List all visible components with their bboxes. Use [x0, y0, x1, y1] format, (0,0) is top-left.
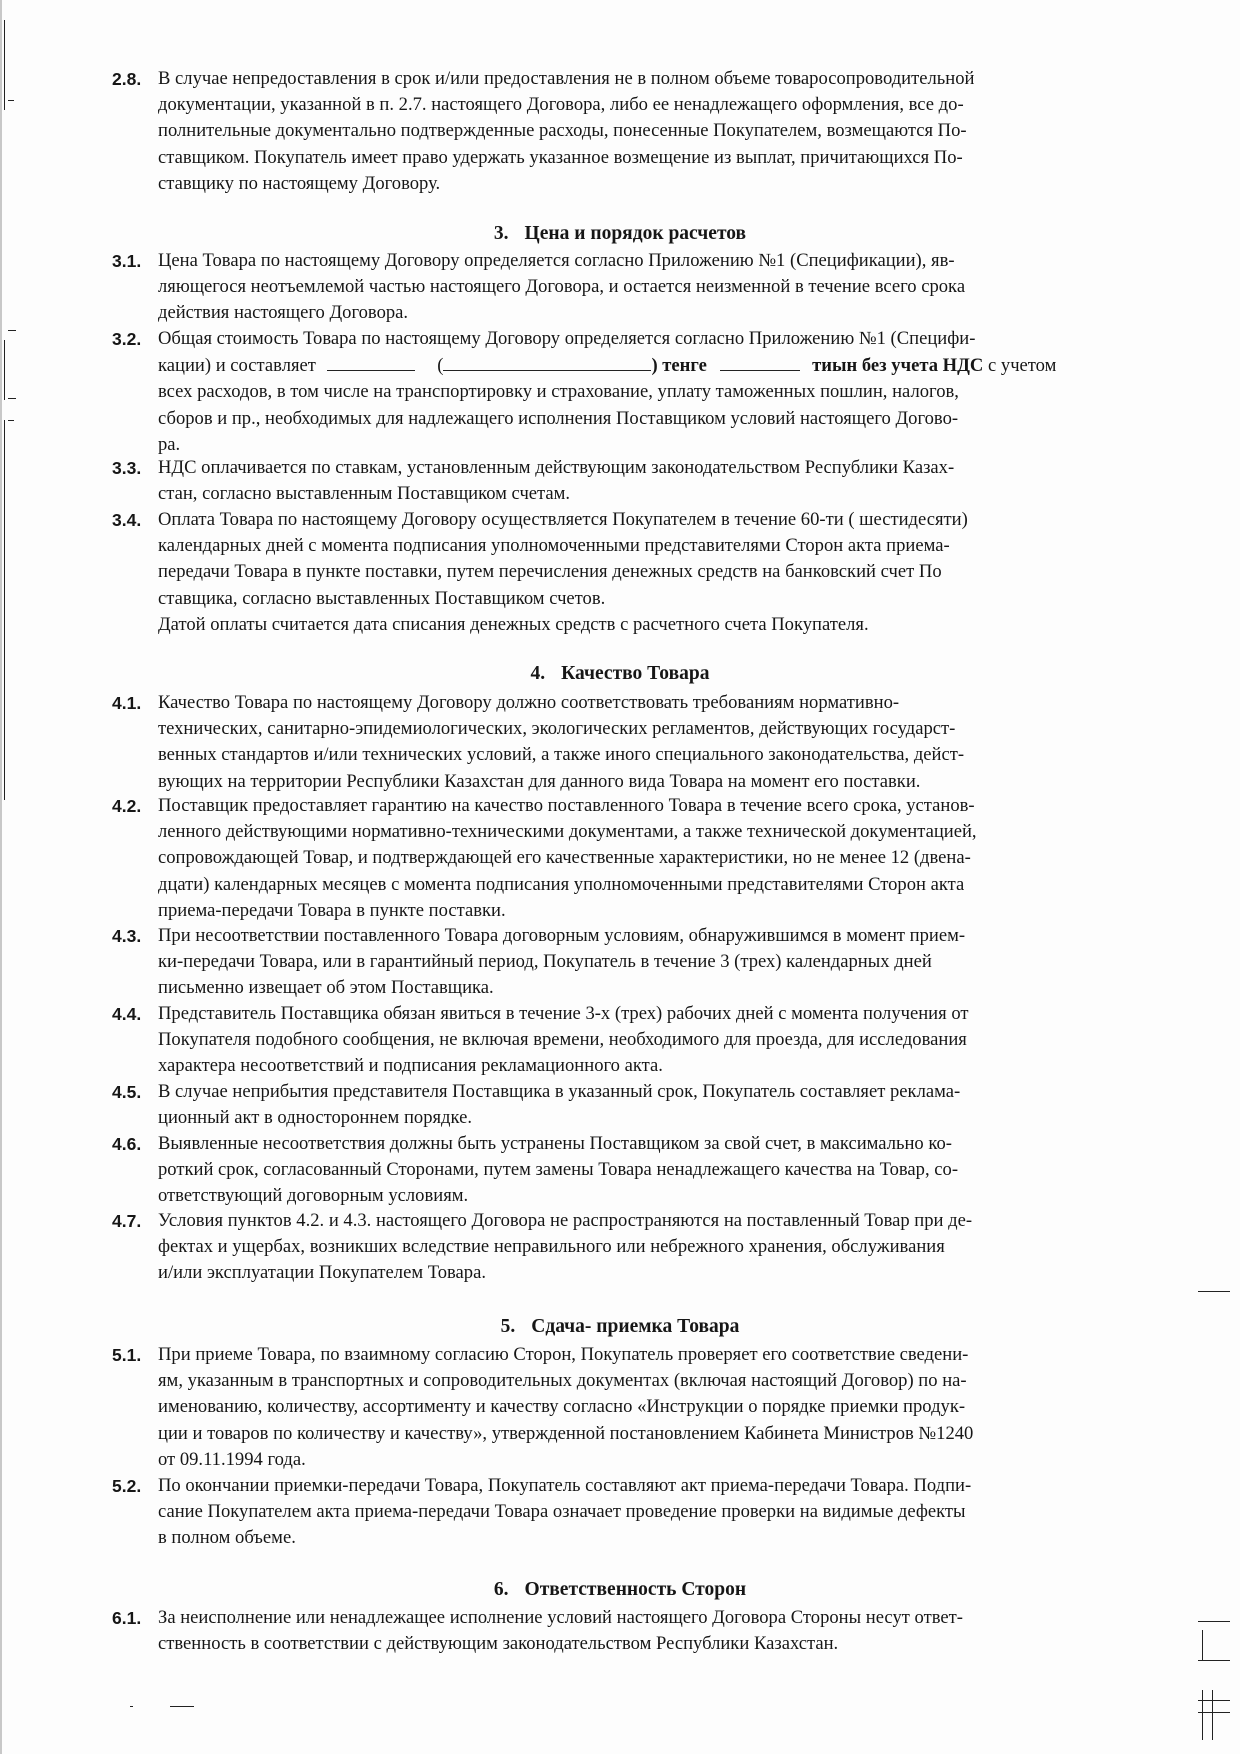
clause-3-1 — [112, 248, 1150, 327]
clause-number: 2.8. — [112, 69, 142, 89]
clause-4-1 — [112, 690, 1150, 795]
text-line: ственность в соответствии с действующим законодательством Республики Казахстан. — [158, 1633, 839, 1655]
text-line: Качество Товара по настоящему Договору должно соответствовать требованиям нормативно- — [158, 692, 900, 713]
text-line: ставщика, согласно выставленных Поставщиком счетов. — [158, 587, 606, 609]
clause-5-2 — [112, 1473, 1150, 1552]
text-line: Оплата Товара по настоящему Договору осуществляется Покупателем в течение 60-ти ( шестидесяти) — [158, 509, 968, 530]
text-line: венных стандартов и/или технических условий, а также иного специального законодательства, дейст- — [158, 744, 965, 766]
text-line: В случае непредоставления в срок и/или предоставления не в полном объеме товаросопроводительной — [158, 68, 975, 89]
text-line: ки-передачи Товара, или в гарантийный период, Покупатель в течение 3 (трех) календарных дней — [158, 951, 932, 973]
clause-number: 4.4. — [112, 1004, 142, 1024]
clause-4-2 — [112, 793, 1150, 924]
text-line: По окончании приемки-передачи Товара, Покупатель составляют акт приема-передачи Товара. Подпи- — [158, 1475, 972, 1496]
clause-6-1 — [112, 1605, 1150, 1657]
clause-number: 6.1. — [112, 1608, 142, 1628]
amount-words-blank — [443, 352, 651, 371]
clause-3-2 — [112, 326, 1150, 458]
text-line: ставщиком. Покупатель имеет право удержать указанное возмещение из выплат, причитающихся По- — [158, 146, 963, 168]
text-fragment: с учетом — [988, 355, 1057, 377]
bottom-mark — [130, 1706, 133, 1707]
clause-number: 5.2. — [112, 1476, 142, 1496]
clause-text — [158, 923, 1150, 1002]
text-line: Цена Товара по настоящему Договору определяется согласно Приложению №1 (Спецификации), яв- — [158, 250, 955, 271]
text-line: При приеме Товара, по взаимному согласию Сторон, Покупатель проверяет его соответствие сведени- — [158, 1344, 969, 1365]
clause-text — [158, 1208, 1150, 1287]
text-line: технических, санитарно-эпидемиологических, экологических регламентов, действующих государст- — [158, 718, 956, 740]
margin-tick — [1198, 1621, 1230, 1622]
clause-text — [158, 1001, 1150, 1080]
text-fragment: кации) и составляет — [158, 355, 316, 377]
section-title: Ответственность Сторон — [524, 1579, 747, 1600]
margin-tick — [8, 420, 14, 421]
margin-tick — [4, 420, 5, 800]
text-line: действия настоящего Договора. — [158, 302, 409, 324]
text-line: стан, согласно выставленным Поставщиком счетам. — [158, 483, 571, 505]
amount-line — [158, 352, 1150, 379]
clause-number: 4.1. — [112, 693, 142, 713]
section-title: Качество Товара — [561, 663, 710, 684]
section-heading-3 — [0, 221, 1240, 247]
amount-blank — [327, 352, 415, 371]
clause-text — [158, 326, 1150, 458]
text-line: При несоответствии поставленного Товара договорным условиям, обнаружившимся в момент прием- — [158, 925, 966, 946]
text-line: характера несоответствий и подписания рекламационного акта. — [158, 1055, 663, 1077]
text-line: приема-передачи Товара в пункте поставки. — [158, 899, 506, 921]
text-line: ставщику по настоящему Договору. — [158, 172, 441, 194]
section-number: 4. — [530, 663, 546, 684]
clause-text — [158, 507, 1150, 638]
clause-text — [158, 793, 1150, 924]
clause-text — [158, 690, 1150, 795]
margin-tick — [4, 340, 5, 400]
text-line: Условия пунктов 4.2. и 4.3. настоящего Договора не распространяются на поставленный Товар при де- — [158, 1210, 973, 1231]
clause-number: 3.3. — [112, 458, 142, 478]
text-line: от 09.11.1994 года. — [158, 1448, 306, 1470]
clause-text — [158, 248, 1150, 327]
clause-number: 5.1. — [112, 1345, 142, 1365]
text-line: дцати) календарных месяцев с момента подписания уполномоченными представителями Сторон акта — [158, 873, 965, 895]
text-line: вующих на территории Республики Казахстан для данного вида Товара на момент его поставки. — [158, 770, 921, 792]
margin-tick — [1198, 1291, 1230, 1292]
text-line: календарных дней с момента подписания уполномоченными представителями Сторон акта приема- — [158, 535, 950, 557]
text-line: сопровождающей Товар, и подтверждающей его качественные характеристики, но не менее 12 (двена- — [158, 847, 971, 869]
clause-text — [158, 455, 1150, 507]
scan-edge-shadow — [0, 0, 2, 1754]
clause-number: 4.6. — [112, 1134, 142, 1154]
margin-tick — [8, 330, 16, 331]
clause-text — [158, 1342, 1150, 1473]
clause-4-6 — [112, 1131, 1150, 1210]
section-heading-5 — [0, 1314, 1240, 1340]
text-line: Выявленные несоответствия должны быть устранены Поставщиком за свой счет, в максимально ко- — [158, 1133, 952, 1154]
clause-text — [158, 1605, 1150, 1657]
text-fragment: ) тенге — [651, 355, 707, 377]
text-line: За неисполнение или ненадлежащее исполнение условий настоящего Договора Стороны несут ответ- — [158, 1607, 963, 1628]
margin-tick — [8, 100, 14, 101]
clause-4-7 — [112, 1208, 1150, 1287]
text-line: ям, указанным в транспортных и сопроводительных документах (включая настоящий Договор) по на- — [158, 1370, 967, 1392]
text-line: Датой оплаты считается дата списания денежных средств с расчетного счета Покупателя. — [158, 613, 869, 635]
clause-5-1 — [112, 1342, 1150, 1473]
text-line: фектах и ущербах, возникших вследствие неправильного или небрежного хранения, обслуживания — [158, 1236, 945, 1258]
section-title: Сдача- приемка Товара — [531, 1316, 740, 1337]
text-line: ции и товаров по количеству и качеству», утвержденной постановлением Кабинета Министров №1240 — [158, 1422, 974, 1444]
text-line: в полном объеме. — [158, 1527, 296, 1549]
section-number: 3. — [493, 223, 509, 244]
text-line: Покупателя подобного сообщения, не включая времени, необходимого для проезда, для исследования — [158, 1029, 967, 1051]
text-line: документации, указанной в п. 2.7. настоящего Договора, либо ее ненадлежащего оформления, все до- — [158, 94, 964, 116]
text-line: передачи Товара в пункте поставки, путем перечисления денежных средств на банковский счет По — [158, 561, 942, 583]
clause-text — [158, 1473, 1150, 1552]
text-line: роткий срок, согласованный Сторонами, путем замены Товара ненадлежащего качества на Товар, со- — [158, 1159, 959, 1181]
margin-tick — [1198, 1700, 1230, 1701]
section-heading-6 — [0, 1577, 1240, 1603]
text-line: ляющегося неотъемлемой частью настоящего Договора, и остается неизменной в течение всего срока — [158, 276, 966, 298]
clause-4-3 — [112, 923, 1150, 1002]
text-line: всех расходов, в том числе на транспортировку и страхование, уплату таможенных пошлин, налогов, — [158, 381, 959, 403]
margin-tick — [1198, 1660, 1230, 1661]
text-line: сание Покупателем акта приема-передачи Товара означает проведение проверки на видимые дефекты — [158, 1501, 966, 1523]
margin-tick — [8, 398, 16, 399]
clause-4-5 — [112, 1079, 1150, 1131]
text-line: именованию, количеству, ассортименту и качеству согласно «Инструкции о порядке приемки продук- — [158, 1396, 966, 1418]
text-line: Общая стоимость Товара по настоящему Договору определяется согласно Приложению №1 (Специфи- — [158, 328, 976, 349]
text-line: ционный акт в одностороннем порядке. — [158, 1107, 472, 1129]
section-number: 5. — [500, 1316, 516, 1337]
clause-text — [158, 66, 1150, 197]
text-line: Поставщик предоставляет гарантию на качество поставленного Товара в течение всего срока, установ- — [158, 795, 975, 816]
text-line: В случае неприбытия представителя Поставщика в указанный срок, Покупатель составляет реклама- — [158, 1081, 961, 1102]
clause-number: 3.4. — [112, 510, 142, 530]
section-heading-4 — [0, 661, 1240, 687]
text-line: НДС оплачивается по ставкам, установленным действующим законодательством Республики Казах- — [158, 457, 955, 478]
section-number: 6. — [493, 1579, 509, 1600]
clause-number: 4.3. — [112, 926, 142, 946]
text-fragment: тиын без учета НДС — [812, 355, 984, 377]
text-line: ра. — [158, 433, 181, 455]
margin-tick — [1198, 1712, 1230, 1713]
bottom-mark — [170, 1706, 194, 1707]
margin-tick — [1202, 1690, 1203, 1740]
clause-number: 3.2. — [112, 329, 142, 349]
clause-number: 4.5. — [112, 1082, 142, 1102]
clause-text — [158, 1131, 1150, 1210]
text-fragment: ( — [437, 355, 444, 377]
text-line: сборов и пр., необходимых для надлежащего исполнения Поставщиком условий настоящего Догово- — [158, 407, 959, 429]
text-line: и/или эксплуатации Покупателем Товара. — [158, 1262, 486, 1284]
text-line: полнительные документально подтвержденные расходы, понесенные Покупателем, возмещаются По- — [158, 120, 967, 142]
clause-3-4 — [112, 507, 1150, 638]
text-line: Представитель Поставщика обязан явиться в течение 3-х (трех) рабочих дней с момента получения от — [158, 1003, 969, 1024]
clause-2-8 — [112, 66, 1150, 197]
clause-3-3 — [112, 455, 1150, 507]
margin-tick — [4, 20, 5, 110]
text-line: ответствующий договорным условиям. — [158, 1185, 469, 1207]
text-line: ленного действующими нормативно-техническими документами, а также технической документацией, — [158, 821, 977, 843]
margin-tick — [1202, 1630, 1203, 1660]
text-line: письменно извещает об этом Поставщика. — [158, 977, 494, 999]
tiyn-blank — [720, 352, 800, 371]
clause-number: 4.7. — [112, 1211, 142, 1231]
clause-number: 4.2. — [112, 796, 142, 816]
clause-number: 3.1. — [112, 251, 142, 271]
section-title: Цена и порядок расчетов — [524, 223, 747, 244]
clause-text — [158, 1079, 1150, 1131]
clause-4-4 — [112, 1001, 1150, 1080]
margin-tick — [1212, 1690, 1213, 1740]
